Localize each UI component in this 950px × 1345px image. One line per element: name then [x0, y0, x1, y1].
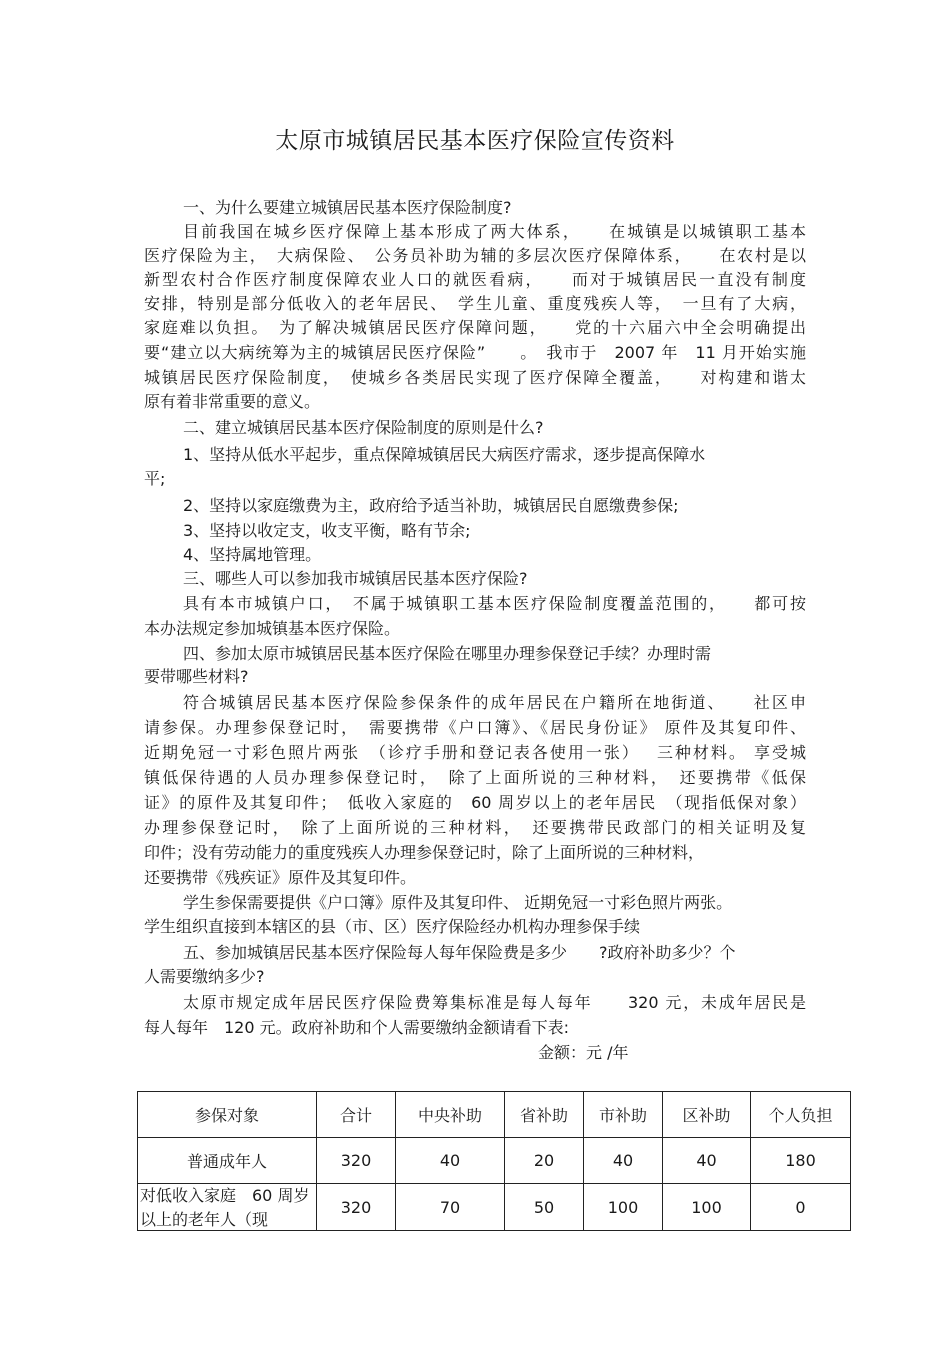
table-cell: 180 — [751, 1138, 851, 1184]
table-cell: 40 — [663, 1138, 751, 1184]
paragraph-line: 办理参保登记时， 除了上面所说的三种材料， 还要携带民政部门的相关证明及复 — [144, 818, 806, 837]
section-heading-1: 一、为什么要建立城镇居民基本医疗保险制度? — [183, 198, 512, 217]
section-heading-5-continued: 人需要缴纳多少? — [144, 967, 265, 986]
paragraph-line: 医疗保险为主， 大病保险、 公务员补助为辅的多层次医疗保障体系， 在农村是以 — [144, 246, 806, 265]
paragraph-line: 要“建立以大病统筹为主的城镇居民医疗保险” 。 我市于 2007 年 11 月开始实施 — [144, 343, 806, 362]
header-cell: 中央补助 — [396, 1092, 505, 1138]
unit-note: 金额：元 /年 — [538, 1043, 629, 1062]
paragraph-line: 城镇居民医疗保险制度， 使城乡各类居民实现了医疗保障全覆盖， 对构建和谐太 — [144, 368, 806, 387]
paragraph-line: 目前我国在城乡医疗保障上基本形成了两大体系， 在城镇是以城镇职工基本 — [183, 222, 806, 241]
paragraph-line: 学生参保需要提供《户口簿》原件及其复印件、 近期免冠一寸彩色照片两张。 — [183, 893, 733, 912]
table-row — [138, 1184, 851, 1231]
paragraph-line: 每人每年 120 元。政府补助和个人需要缴纳金额请看下表: — [144, 1018, 570, 1037]
paragraph-line: 还要携带《残疾证》原件及其复印件。 — [144, 868, 417, 887]
table-header-row — [138, 1092, 851, 1138]
table-cell: 20 — [505, 1138, 584, 1184]
principle-item-continued: 平; — [144, 469, 166, 488]
section-heading-4: 四、参加太原市城镇居民基本医疗保险在哪里办理参保登记手续？办理时需 — [183, 644, 712, 663]
header-cell: 合计 — [317, 1092, 396, 1138]
table-cell: 0 — [751, 1184, 851, 1231]
table-cell: 100 — [584, 1184, 663, 1231]
principle-item: 4、坚持属地管理。 — [183, 545, 322, 564]
paragraph-line: 本办法规定参加城镇基本医疗保险。 — [144, 619, 401, 638]
header-cell: 省补助 — [505, 1092, 584, 1138]
paragraph-line: 镇低保待遇的人员办理参保登记时， 除了上面所说的三种材料， 还要携带《低保 — [144, 768, 806, 787]
table-cell: 320 — [317, 1138, 396, 1184]
section-heading-2: 二、建立城镇居民基本医疗保险制度的原则是什么? — [183, 418, 544, 437]
table-cell: 40 — [584, 1138, 663, 1184]
paragraph-line: 近期免冠一寸彩色照片两张 （诊疗手册和登记表各使用一张） 三种材料。 享受城 — [144, 743, 806, 762]
principle-item: 2、坚持以家庭缴费为主，政府给予适当补助，城镇居民自愿缴费参保; — [183, 496, 679, 515]
paragraph-line: 新型农村合作医疗制度保障农业人口的就医看病， 而对于城镇居民一直没有制度 — [144, 270, 806, 289]
header-cell: 区补助 — [663, 1092, 751, 1138]
header-cell: 个人负担 — [751, 1092, 851, 1138]
table-cell: 普通成年人 — [138, 1138, 317, 1184]
table-row — [138, 1138, 851, 1184]
principle-item: 1、坚持从低水平起步，重点保障城镇居民大病医疗需求，逐步提高保障水 — [183, 445, 706, 464]
paragraph-line: 学生组织直接到本辖区的县（市、区）医疗保险经办机构办理参保手续 — [144, 917, 641, 936]
paragraph-line: 请参保。办理参保登记时， 需要携带《户口簿》、《居民身份证》 原件及其复印件、 — [144, 718, 806, 737]
paragraph-line: 证》的原件及其复印件； 低收入家庭的 60 周岁以上的老年居民 （现指低保对象） — [144, 793, 806, 812]
table-cell: 100 — [663, 1184, 751, 1231]
contribution-table — [137, 1091, 851, 1231]
header-cell: 参保对象 — [138, 1092, 317, 1138]
paragraph-line: 安排，特别是部分低收入的老年居民、 学生儿童、重度残疾人等， 一旦有了大病， — [144, 294, 806, 313]
table-cell: 40 — [396, 1138, 505, 1184]
table-cell — [138, 1184, 317, 1231]
paragraph-line: 具有本市城镇户口， 不属于城镇职工基本医疗保险制度覆盖范围的， 都可按 — [183, 594, 806, 613]
document-title: 太原市城镇居民基本医疗保险宣传资料 — [275, 128, 675, 154]
paragraph-line: 太原市规定成年居民医疗保险费筹集标准是每人每年 320 元，未成年居民是 — [183, 993, 806, 1012]
header-cell: 市补助 — [584, 1092, 663, 1138]
paragraph-line: 家庭难以负担。 为了解决城镇居民医疗保障问题， 党的十六届六中全会明确提出 — [144, 318, 806, 337]
principle-item: 3、坚持以收定支，收支平衡，略有节余; — [183, 521, 471, 540]
table-cell: 320 — [317, 1184, 396, 1231]
section-heading-4-continued: 要带哪些材料? — [144, 667, 249, 686]
table-cell: 70 — [396, 1184, 505, 1231]
cell-text-clipped: 对低收入家庭 60 周岁以上的老年人（现 — [140, 1186, 310, 1229]
paragraph-line: 印件；没有劳动能力的重度残疾人办理参保登记时，除了上面所说的三种材料， — [144, 843, 705, 862]
section-heading-5: 五、参加城镇居民基本医疗保险每人每年保险费是多少 ?政府补助多少？个 — [183, 943, 736, 962]
paragraph-line: 符合城镇居民基本医疗保险参保条件的成年居民在户籍所在地街道、 社区申 — [183, 693, 806, 712]
table-cell: 50 — [505, 1184, 584, 1231]
paragraph-line: 原有着非常重要的意义。 — [144, 392, 321, 411]
section-heading-3: 三、哪些人可以参加我市城镇居民基本医疗保险? — [183, 569, 528, 588]
